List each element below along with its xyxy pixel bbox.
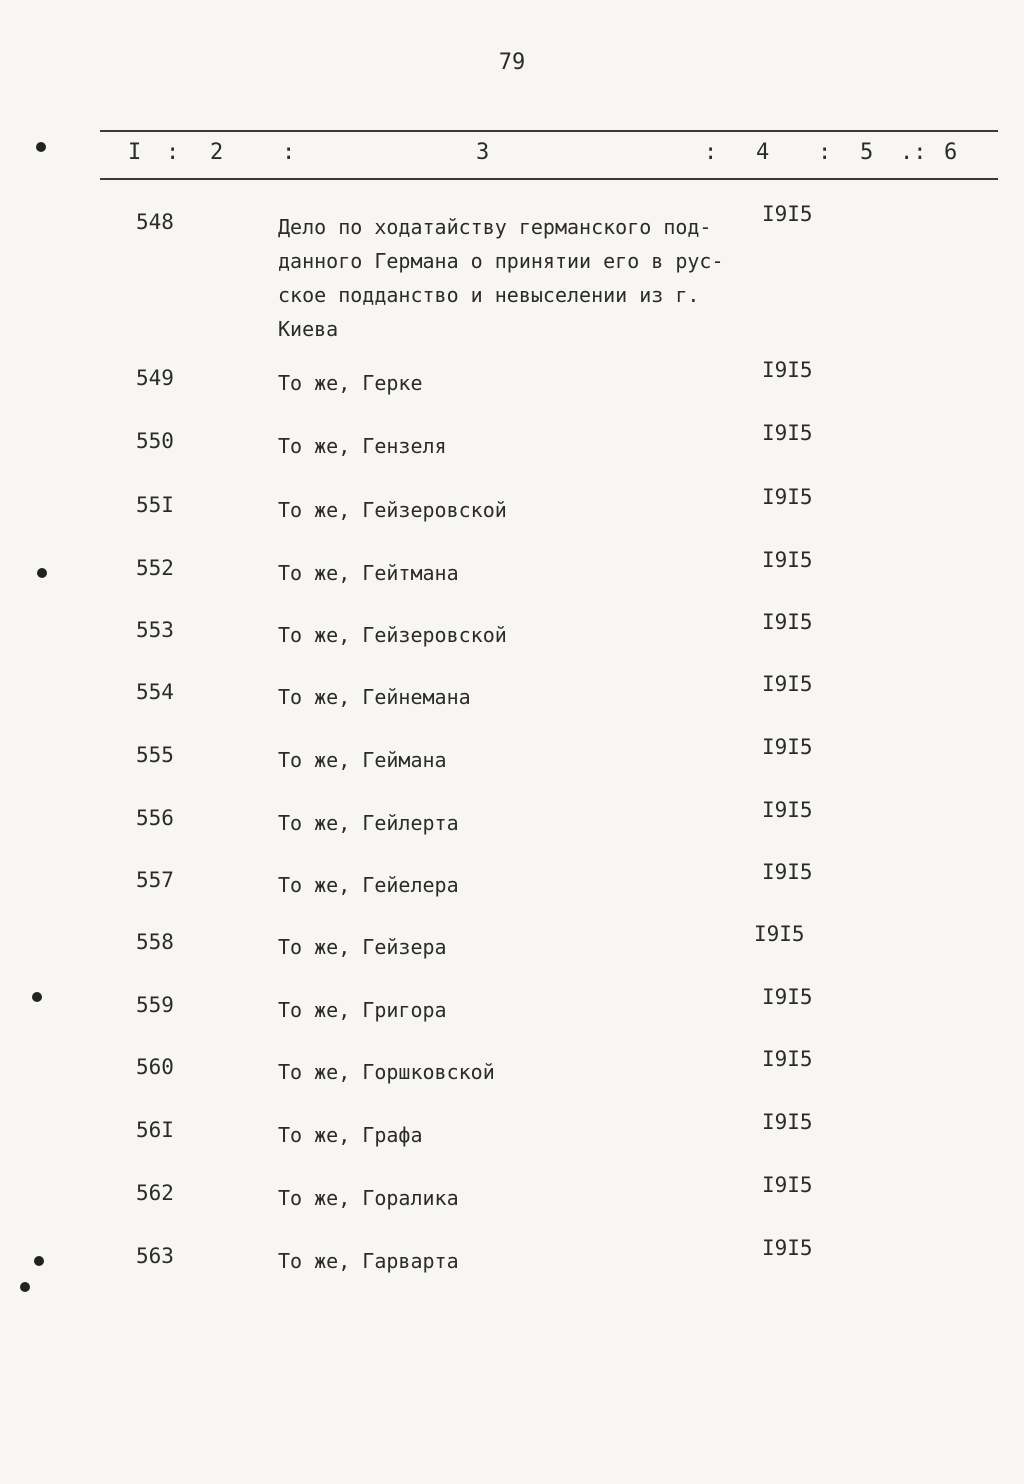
header-sep: .: — [900, 140, 927, 165]
header-top-rule — [100, 130, 998, 132]
entry-year: I9I5 — [762, 1236, 813, 1260]
header-sep: : — [282, 140, 296, 165]
entry-year: I9I5 — [762, 735, 813, 759]
entry-year: I9I5 — [762, 1110, 813, 1134]
entry-description: То же, Гейзеровской — [278, 623, 507, 647]
entry-year: I9I5 — [762, 358, 813, 382]
header-sep: : — [818, 140, 832, 165]
entry-number: 560 — [136, 1055, 174, 1079]
entry-year: I9I5 — [762, 985, 813, 1009]
entry-year: I9I5 — [762, 1173, 813, 1197]
entry-year: I9I5 — [762, 672, 813, 696]
entry-number: 552 — [136, 556, 174, 580]
entry-description: Дело по ходатайству германского под- данного Германа о принятии его в рус- ское подданство и невыселении из г. Киева — [278, 215, 724, 341]
entry-number: 553 — [136, 618, 174, 642]
entry-year: I9I5 — [762, 202, 813, 226]
entry-number: 56I — [136, 1118, 174, 1142]
entry-year: I9I5 — [762, 798, 813, 822]
entry-description: То же, Геймана — [278, 748, 447, 772]
entry-description: То же, Гейлерта — [278, 811, 459, 835]
header-sep: : — [704, 140, 718, 165]
entry-number: 558 — [136, 930, 174, 954]
entry-year: I9I5 — [762, 548, 813, 572]
entry-number: 555 — [136, 743, 174, 767]
entry-description: То же, Гейтмана — [278, 561, 459, 585]
header-col-5: 5 — [860, 140, 874, 165]
entry-number: 549 — [136, 366, 174, 390]
entry-description: То же, Гарварта — [278, 1249, 459, 1273]
punch-hole-mark — [36, 142, 46, 152]
entry-description: То же, Гейнемана — [278, 685, 471, 709]
entry-number: 548 — [136, 210, 174, 234]
entry-description: То же, Гейзера — [278, 935, 447, 959]
header-col-6: 6 — [944, 140, 958, 165]
entry-number: 557 — [136, 868, 174, 892]
entry-number: 55I — [136, 493, 174, 517]
entry-description: То же, Герке — [278, 371, 423, 395]
header-col-4: 4 — [756, 140, 770, 165]
punch-hole-mark — [20, 1282, 30, 1292]
header-sep: : — [166, 140, 180, 165]
entry-description: То же, Гензеля — [278, 434, 447, 458]
header-col-1: I — [128, 140, 142, 165]
entry-description: То же, Горшковской — [278, 1060, 495, 1084]
entry-year: I9I5 — [762, 1047, 813, 1071]
entry-description: То же, Гейелера — [278, 873, 459, 897]
entry-number: 554 — [136, 680, 174, 704]
entry-year: I9I5 — [754, 922, 805, 946]
punch-hole-mark — [34, 1256, 44, 1266]
entry-number: 556 — [136, 806, 174, 830]
entry-description: То же, Графа — [278, 1123, 423, 1147]
entry-year: I9I5 — [762, 610, 813, 634]
entry-year: I9I5 — [762, 860, 813, 884]
page-number: 79 — [498, 50, 526, 75]
punch-hole-mark — [32, 992, 42, 1002]
entry-number: 559 — [136, 993, 174, 1017]
entry-number: 563 — [136, 1244, 174, 1268]
header-bottom-rule — [100, 178, 998, 180]
entry-year: I9I5 — [762, 421, 813, 445]
punch-hole-mark — [37, 568, 47, 578]
entry-number: 562 — [136, 1181, 174, 1205]
header-col-3: 3 — [476, 140, 490, 165]
entry-description: То же, Горалика — [278, 1186, 459, 1210]
header-col-2: 2 — [210, 140, 224, 165]
entry-number: 550 — [136, 429, 174, 453]
entry-year: I9I5 — [762, 485, 813, 509]
entry-description: То же, Григора — [278, 998, 447, 1022]
entry-description: То же, Гейзеровской — [278, 498, 507, 522]
